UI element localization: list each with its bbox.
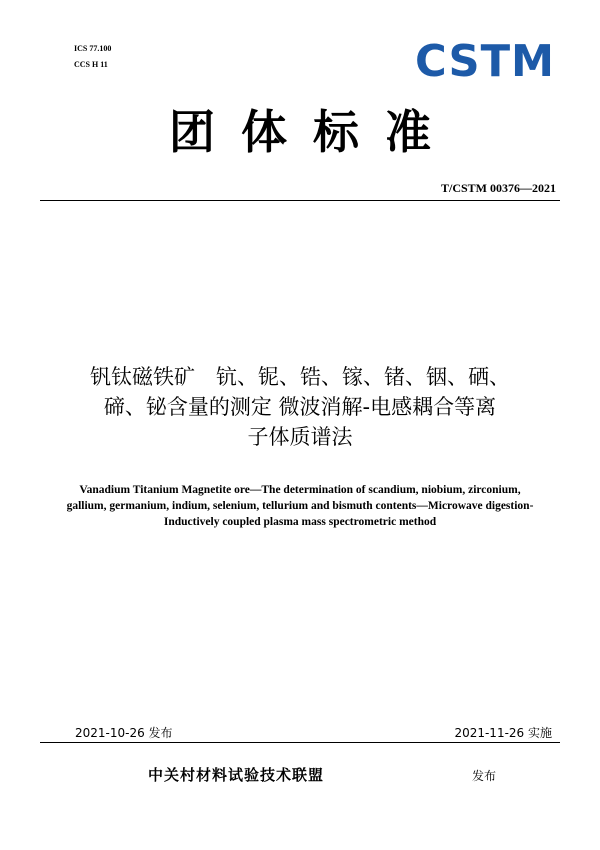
bottom-divider: [40, 742, 560, 743]
ics-code: ICS 77.100: [74, 44, 112, 53]
chinese-title-line-2: 碲、铋含量的测定 微波消解-电感耦合等离: [103, 395, 497, 419]
publish-label: 发布: [472, 769, 497, 783]
cstm-logo: [414, 40, 556, 82]
chinese-title: [40, 362, 560, 452]
implementation-date: 2021-11-26 实施: [454, 726, 552, 740]
issue-date: 2021-10-26 发布: [75, 726, 173, 740]
chinese-title-line-1: 钒钛磁铁矿 钪、铌、锆、镓、锗、铟、硒、: [90, 365, 510, 389]
cstm-logo-graphic: [414, 40, 556, 82]
ccs-code: CCS H 11: [74, 60, 108, 69]
chinese-title-line-3: 子体质谱法: [247, 425, 353, 449]
english-title: Vanadium Titanium Magnetite ore—The determination of scandium, niobium, zirconium, gallium, germanium, indium, selenium, tellurium and bismuth contents—Microwave digestion- Inductively coupled plasma mass spectrometric method: [66, 484, 534, 528]
logo-text: CSTM: [415, 40, 555, 82]
publisher-name: 中关村材料试验技术联盟: [148, 766, 325, 784]
document-type-heading: 团体标准: [169, 105, 457, 159]
top-divider: [40, 200, 560, 201]
standard-number: T/CSTM 00376—2021: [440, 181, 556, 195]
